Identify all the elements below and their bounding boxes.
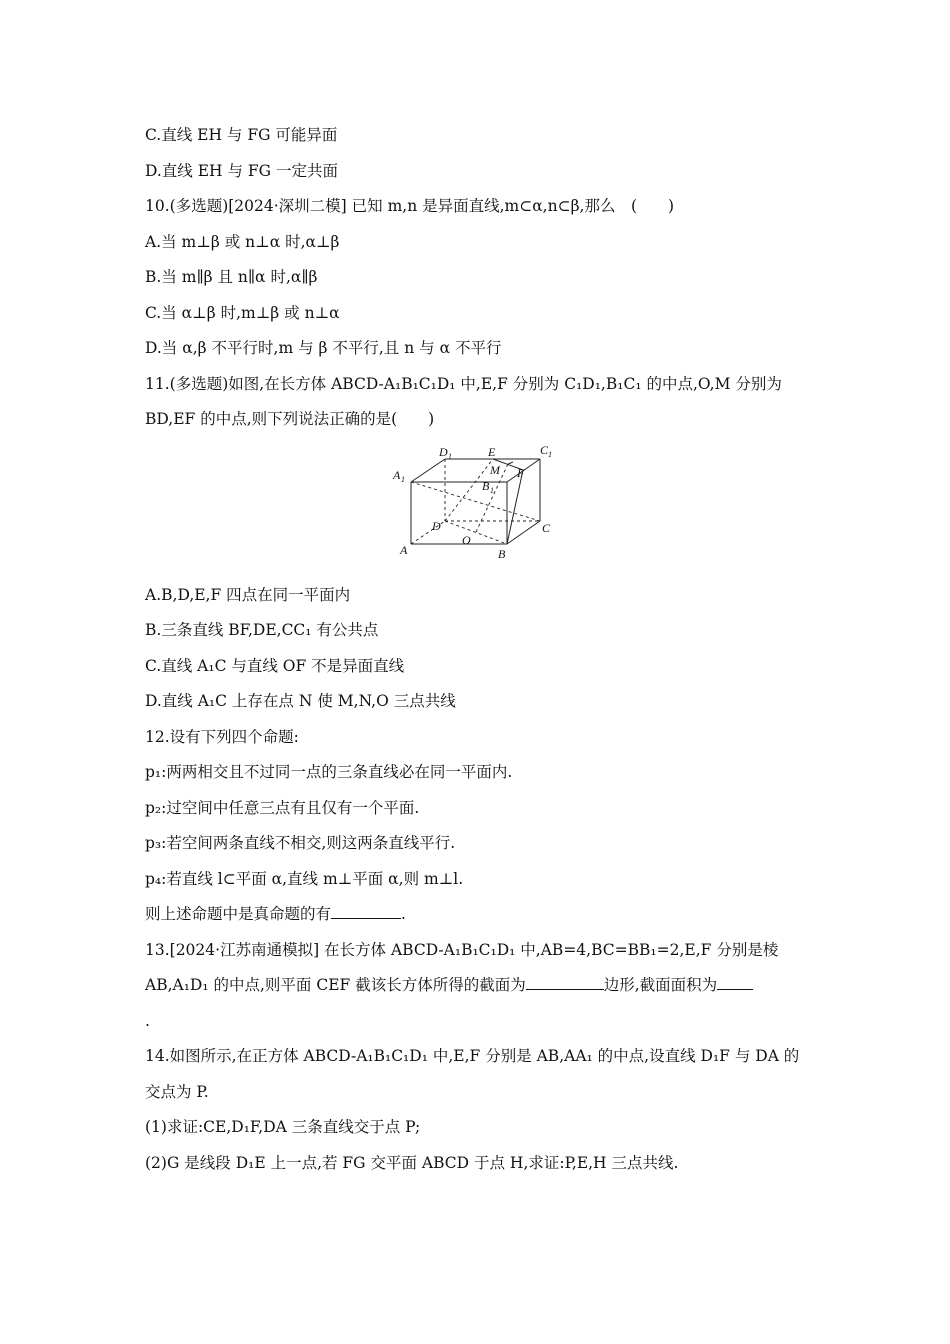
label-b1: B xyxy=(482,478,490,493)
q13-stem-line2: AB,A₁D₁ 的中点,则平面 CEF 截该长方体所得的截面为 边形,截面面积为 xyxy=(145,968,825,1004)
q11-option-a: A.B,D,E,F 四点在同一平面内 xyxy=(145,585,351,604)
q11-option-c: C.直线 A₁C 与直线 OF 不是异面直线 xyxy=(145,656,405,675)
q10-stem: 10.(多选题)[2024·深圳二模] 已知 m,n 是异面直线,m⊂α,n⊂β,那么 ( ) xyxy=(145,197,675,215)
q13-stem-line1: 13.[2024·江苏南通模拟] 在长方体 ABCD-A₁B₁C₁D₁ 中,AB=4,BC=BB₁=2,E,F 分别是棱 xyxy=(145,940,779,959)
label-c1: C xyxy=(540,442,549,457)
answer-blank[interactable] xyxy=(717,975,753,990)
answer-blank[interactable] xyxy=(331,904,401,919)
answer-blank[interactable] xyxy=(526,975,604,990)
q12-stem: 12.设有下列四个命题: xyxy=(145,727,299,746)
label-d: D xyxy=(432,518,441,533)
q12-answer-line: 则上述命题中是真命题的有 . xyxy=(145,905,406,923)
label-b: B xyxy=(498,546,506,561)
cuboid-figure xyxy=(145,438,825,578)
q12-p1: p₁:两两相交且不过同一点的三条直线必在同一平面内. xyxy=(145,763,513,781)
q10-option-c: C.当 α⊥β 时,m⊥β 或 n⊥α xyxy=(145,303,340,322)
label-c: C xyxy=(542,520,551,535)
q12-p2: p₂:过空间中任意三点有且仅有一个平面. xyxy=(145,798,420,817)
document-page xyxy=(145,118,825,1181)
q13-period: . xyxy=(145,1011,150,1030)
q10-option-b: B.当 m∥β 且 n∥α 时,α∥β xyxy=(145,268,318,286)
q11-option-d: D.直线 A₁C 上存在点 N 使 M,N,O 三点共线 xyxy=(145,692,456,710)
svg-text:1: 1 xyxy=(490,485,494,495)
label-o: O xyxy=(462,532,471,547)
q14-part2: (2)G 是线段 D₁E 上一点,若 FG 交平面 ABCD 于点 H,求证:P,E,H 三点共线. xyxy=(145,1153,679,1172)
svg-text:1: 1 xyxy=(401,474,405,484)
q14-part1: (1)求证:CE,D₁F,DA 三条直线交于点 P; xyxy=(145,1118,421,1136)
q10-option-d: D.当 α,β 不平行时,m 与 β 不平行,且 n 与 α 不平行 xyxy=(145,339,502,357)
label-m: M xyxy=(490,462,500,477)
q14-stem-line2: 交点为 P. xyxy=(145,1082,209,1101)
q11-stem-line1: 11.(多选题)如图,在长方体 ABCD-A₁B₁C₁D₁ 中,E,F 分别为 C₁D₁,B₁C₁ 的中点,O,M 分别为 xyxy=(145,374,782,393)
q11-stem-line2: BD,EF 的中点,则下列说法正确的是( ) xyxy=(145,410,435,428)
svg-text:1: 1 xyxy=(548,449,552,459)
q10-option-a: A.当 m⊥β 或 n⊥α 时,α⊥β xyxy=(145,232,340,251)
label-f: F xyxy=(517,465,525,480)
q12-p4: p₄:若直线 l⊂平面 α,直线 m⊥平面 α,则 m⊥l. xyxy=(145,869,464,888)
label-d1: D xyxy=(439,444,448,459)
q9-option-d: D.直线 EH 与 FG 一定共面 xyxy=(145,161,338,180)
q12-p3: p₃:若空间两条直线不相交,则这两条直线平行. xyxy=(145,834,456,852)
q14-stem-line1: 14.如图所示,在正方体 ABCD-A₁B₁C₁D₁ 中,E,F 分别是 AB,AA₁ 的中点,设直线 D₁F 与 DA 的 xyxy=(145,1047,800,1065)
q9-option-c: C.直线 EH 与 FG 可能异面 xyxy=(145,126,338,144)
svg-text:1: 1 xyxy=(448,451,452,461)
label-a1: A xyxy=(393,467,401,482)
label-a: A xyxy=(400,542,408,557)
cuboid-diagram xyxy=(390,442,590,562)
q12-answer-prompt: 则上述命题中是真命题的有 xyxy=(145,905,332,923)
q11-option-b: B.三条直线 BF,DE,CC₁ 有公共点 xyxy=(145,621,379,639)
label-e: E xyxy=(488,444,496,459)
